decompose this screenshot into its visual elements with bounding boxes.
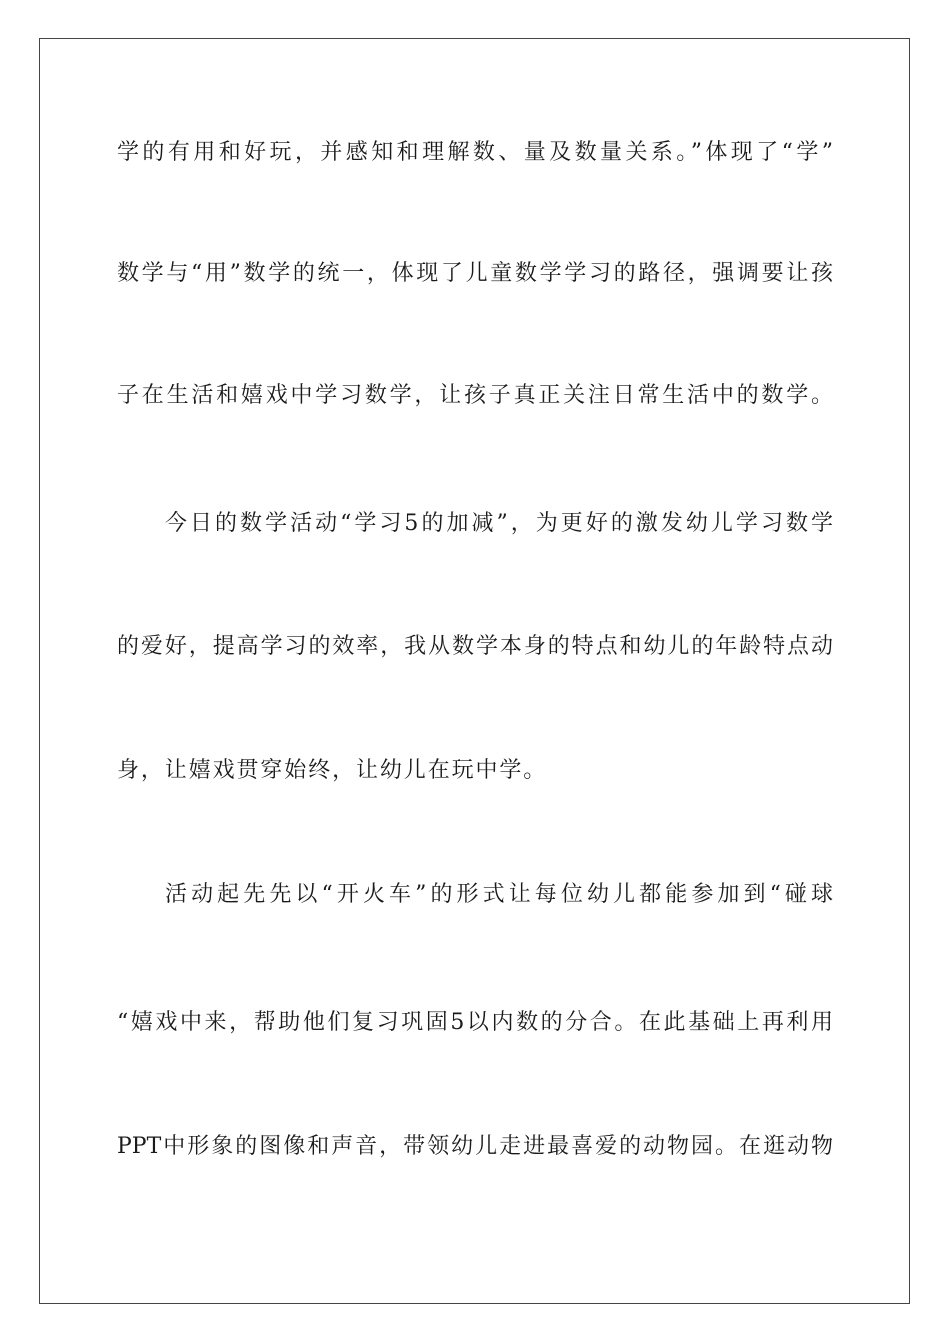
body-text-line: PPT中形象的图像和声音，带领幼儿走进最喜爱的动物园。在逛动物 [117, 1134, 833, 1159]
body-text-line: 数学与“用”数学的统一，体现了儿童数学学习的路径，强调要让孩 [117, 261, 833, 286]
page-border [39, 38, 910, 1304]
body-text-line: “嬉戏中来，帮助他们复习巩固5以内数的分合。在此基础上再利用 [117, 1010, 833, 1035]
paragraph-last-line: 身，让嬉戏贯穿始终，让幼儿在玩中学。 [117, 758, 548, 783]
paragraph-first-line: 活动起先先以“开火车”的形式让每位幼儿都能参加到“碰球 [165, 882, 833, 907]
body-text-line: 的爱好，提高学习的效率，我从数学本身的特点和幼儿的年龄特点动 [117, 634, 833, 659]
body-text-line: 子在生活和嬉戏中学习数学，让孩子真正关注日常生活中的数学。 [117, 383, 833, 408]
paragraph-first-line: 今日的数学活动“学习5的加减”，为更好的激发幼儿学习数学 [165, 511, 833, 536]
body-text-line: 学的有用和好玩，并感知和理解数、量及数量关系。”体现了“学” [117, 140, 833, 165]
